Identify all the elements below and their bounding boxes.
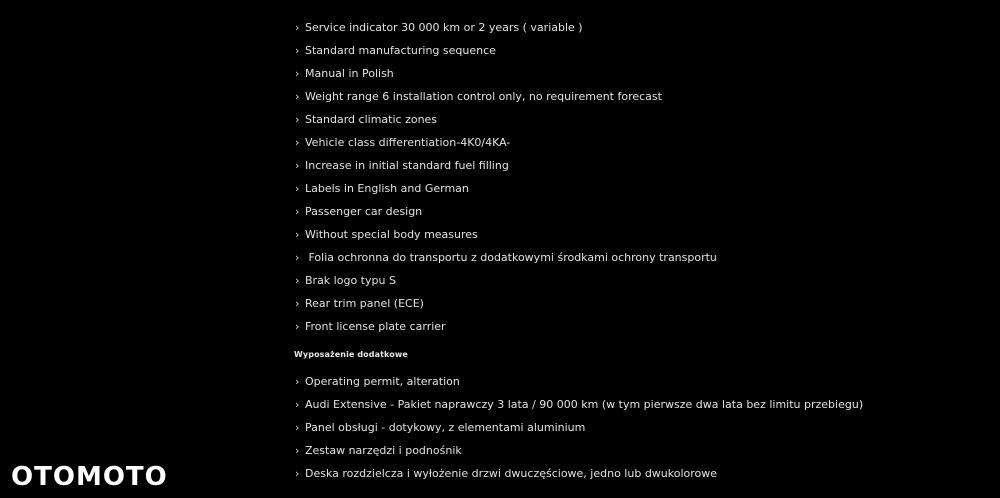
list-item: › Standard manufacturing sequence xyxy=(295,39,717,62)
chevron-right-icon: › xyxy=(295,421,300,434)
list-item: › Front license plate carrier xyxy=(295,315,717,338)
list-item: › Increase in initial standard fuel filling xyxy=(295,154,717,177)
chevron-right-icon: › xyxy=(295,375,300,388)
list-item: › Weight range 6 installation control only, no requirement forecast xyxy=(295,85,717,108)
chevron-right-icon: › xyxy=(295,67,300,80)
standard-equipment-list xyxy=(295,16,717,338)
chevron-right-icon: › xyxy=(295,136,300,149)
chevron-right-icon: › xyxy=(295,44,300,57)
list-item: › Audi Extensive - Pakiet naprawczy 3 lata / 90 000 km (w tym pierwsze dwa lata bez limitu przebiegu) xyxy=(295,393,863,416)
list-item: › Zestaw narzędzi i podnośnik xyxy=(295,439,863,462)
additional-equipment-heading: Wyposażenie dodatkowe xyxy=(294,350,408,359)
chevron-right-icon: › xyxy=(295,297,300,310)
list-item: › Deska rozdzielcza i wyłożenie drzwi dwuczęściowe, jedno lub dwukolorowe xyxy=(295,462,863,485)
chevron-right-icon: › xyxy=(295,21,300,34)
list-item: › Standard climatic zones xyxy=(295,108,717,131)
chevron-right-icon: › xyxy=(295,467,300,480)
chevron-right-icon: › xyxy=(295,444,300,457)
chevron-right-icon: › xyxy=(295,90,300,103)
chevron-right-icon: › xyxy=(295,228,300,241)
chevron-right-icon: › xyxy=(295,320,300,333)
chevron-right-icon: › xyxy=(295,205,300,218)
list-item: › Vehicle class differentiation-4K0/4KA- xyxy=(295,131,717,154)
list-item: › Without special body measures xyxy=(295,223,717,246)
additional-equipment-list xyxy=(295,370,863,485)
list-item: › Rear trim panel (ECE) xyxy=(295,292,717,315)
chevron-right-icon: › xyxy=(295,113,300,126)
list-item: › Panel obsługi - dotykowy, z elementami aluminium xyxy=(295,416,863,439)
chevron-right-icon: › xyxy=(295,274,300,287)
chevron-right-icon: › xyxy=(295,398,300,411)
list-item: › Passenger car design xyxy=(295,200,717,223)
chevron-right-icon: › xyxy=(295,182,300,195)
list-item: › Operating permit, alteration xyxy=(295,370,863,393)
list-item: › Service indicator 30 000 km or 2 years ( variable ) xyxy=(295,16,717,39)
list-item: › Brak logo typu S xyxy=(295,269,717,292)
list-item: › Labels in English and German xyxy=(295,177,717,200)
list-item: › Manual in Polish xyxy=(295,62,717,85)
list-item: › Folia ochronna do transportu z dodatkowymi środkami ochrony transportu xyxy=(295,246,717,269)
chevron-right-icon: › xyxy=(295,251,300,264)
chevron-right-icon: › xyxy=(295,159,300,172)
otomoto-logo: OTOMOTO xyxy=(11,462,168,492)
